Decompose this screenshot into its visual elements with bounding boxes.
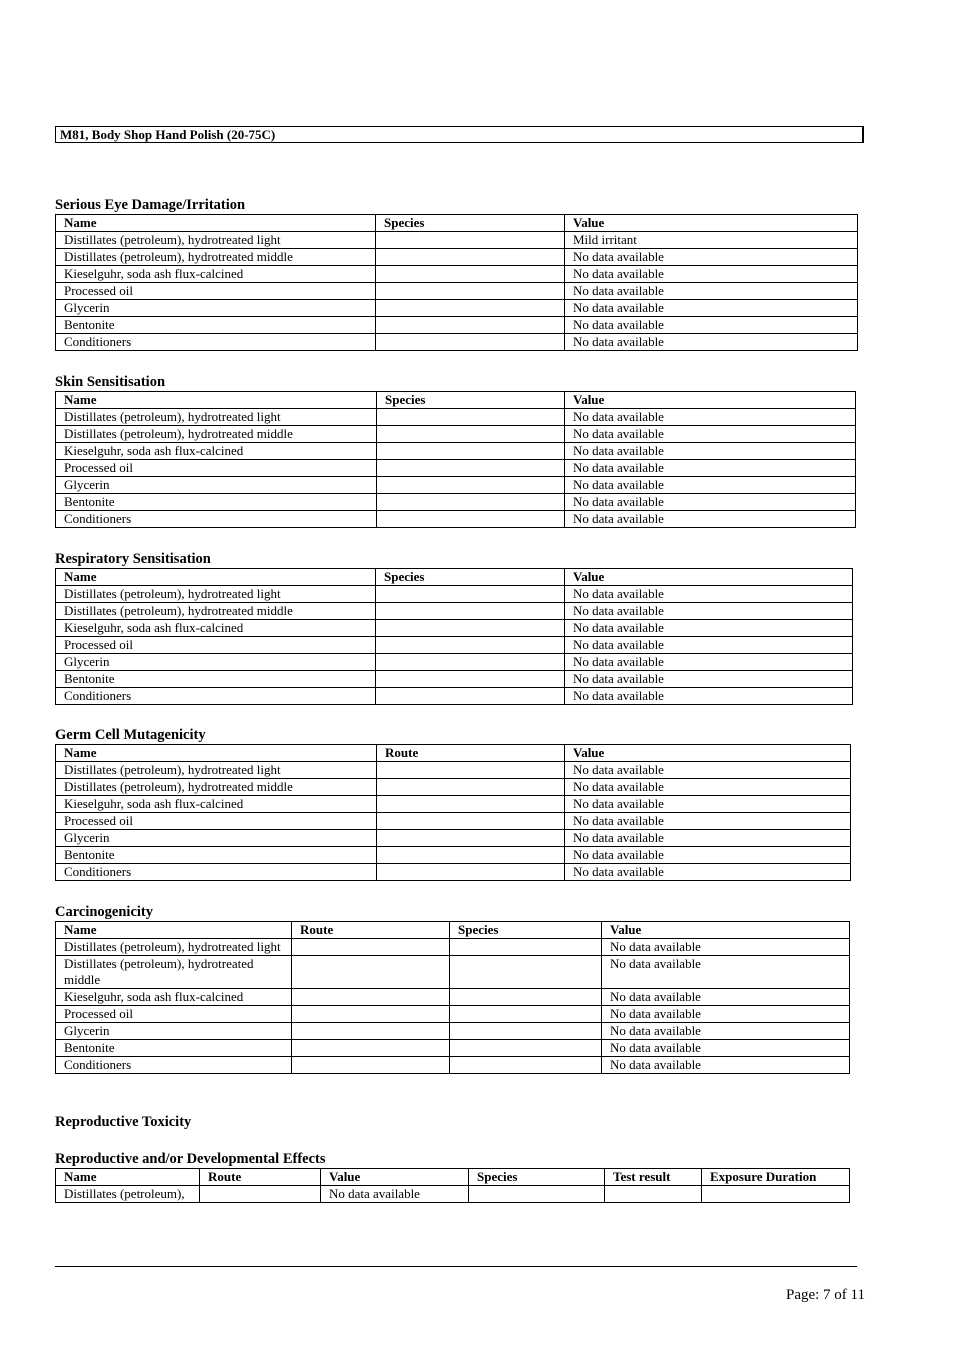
- table-row: [56, 494, 856, 511]
- column-header: Name: [56, 1169, 200, 1186]
- table-cell: Glycerin: [56, 300, 376, 317]
- column-header: Value: [565, 745, 851, 762]
- table-cell: [376, 688, 565, 705]
- table-cell: [376, 232, 565, 249]
- table-cell: [292, 939, 450, 956]
- table-cell: Kieselguhr, soda ash flux-calcined: [56, 443, 377, 460]
- table-cell: [292, 1006, 450, 1023]
- table-row: [56, 334, 858, 351]
- column-header: Test result: [605, 1169, 702, 1186]
- table-row: [56, 409, 856, 426]
- column-header: Species: [376, 569, 565, 586]
- table-cell: [292, 1057, 450, 1074]
- section-title-developmental-effects: Reproductive and/or Developmental Effects: [55, 1151, 326, 1167]
- section-title-reproductive-toxicity: Reproductive Toxicity: [55, 1114, 192, 1130]
- table-cell: No data available: [565, 460, 856, 477]
- table-cell: No data available: [602, 956, 850, 989]
- column-header: Species: [469, 1169, 605, 1186]
- table-row: [56, 460, 856, 477]
- table-cell: [377, 494, 565, 511]
- section-title-skin-sensitisation: Skin Sensitisation: [55, 374, 166, 390]
- table-cell: No data available: [565, 249, 858, 266]
- table-cell: [292, 1040, 450, 1057]
- table-cell: [376, 637, 565, 654]
- table-row: [56, 477, 856, 494]
- section-title-carcinogenicity: Carcinogenicity: [55, 904, 153, 920]
- table-cell: No data available: [565, 671, 853, 688]
- table-cell: [377, 779, 565, 796]
- table-cell: No data available: [565, 266, 858, 283]
- table-row: [56, 283, 858, 300]
- table-row: [56, 586, 853, 603]
- table-cell: [376, 654, 565, 671]
- column-header: Species: [377, 392, 565, 409]
- table-cell: [377, 511, 565, 528]
- product-header: [55, 126, 864, 143]
- table-row: [56, 688, 853, 705]
- table-cell: Distillates (petroleum), hydrotreated light: [56, 586, 376, 603]
- table-cell: Conditioners: [56, 1057, 292, 1074]
- column-header: Name: [56, 569, 376, 586]
- table-cell: [376, 249, 565, 266]
- table-cell: [450, 939, 602, 956]
- table-cell: No data available: [565, 637, 853, 654]
- table-cell: [377, 460, 565, 477]
- table-cell: [376, 620, 565, 637]
- table-cell: No data available: [565, 283, 858, 300]
- table-row: [56, 1186, 850, 1203]
- table-cell: No data available: [565, 494, 856, 511]
- table-cell: No data available: [565, 830, 851, 847]
- table-cell: No data available: [565, 586, 853, 603]
- column-header: Name: [56, 922, 292, 939]
- table-cell: Kieselguhr, soda ash flux-calcined: [56, 796, 377, 813]
- table-cell: No data available: [565, 511, 856, 528]
- table-row: [56, 779, 851, 796]
- section-title-germ-cell-mutagenicity: Germ Cell Mutagenicity: [55, 727, 206, 743]
- table-cell: Glycerin: [56, 477, 377, 494]
- table-cell: [450, 956, 602, 989]
- table-cell: No data available: [565, 779, 851, 796]
- column-header: Name: [56, 215, 376, 232]
- table-cell: [605, 1186, 702, 1203]
- table-cell: [469, 1186, 605, 1203]
- table-row: [56, 620, 853, 637]
- carcinogenicity-table: [55, 921, 850, 1074]
- table-cell: No data available: [565, 796, 851, 813]
- table-row: [56, 939, 850, 956]
- table-cell: [376, 671, 565, 688]
- table-cell: [450, 1057, 602, 1074]
- table-cell: Conditioners: [56, 511, 377, 528]
- column-header: Route: [200, 1169, 321, 1186]
- table-cell: [377, 443, 565, 460]
- table-cell: No data available: [565, 813, 851, 830]
- column-header: Value: [565, 392, 856, 409]
- column-header: Value: [565, 215, 858, 232]
- table-cell: Bentonite: [56, 1040, 292, 1057]
- table-cell: [377, 813, 565, 830]
- column-header: Exposure Duration: [702, 1169, 850, 1186]
- column-header: Route: [377, 745, 565, 762]
- table-cell: Conditioners: [56, 864, 377, 881]
- table-cell: Processed oil: [56, 1006, 292, 1023]
- table-cell: [376, 603, 565, 620]
- table-row: [56, 1023, 850, 1040]
- table-cell: Bentonite: [56, 671, 376, 688]
- table-row: [56, 300, 858, 317]
- table-cell: Processed oil: [56, 813, 377, 830]
- table-cell: Processed oil: [56, 637, 376, 654]
- column-header: Species: [376, 215, 565, 232]
- table-cell: No data available: [602, 939, 850, 956]
- table-cell: Glycerin: [56, 830, 377, 847]
- table-cell: Distillates (petroleum),: [56, 1186, 200, 1203]
- table-cell: No data available: [602, 1006, 850, 1023]
- table-row: [56, 266, 858, 283]
- table-row: [56, 654, 853, 671]
- table-cell: No data available: [321, 1186, 469, 1203]
- table-row: [56, 864, 851, 881]
- table-cell: [377, 847, 565, 864]
- table-cell: Distillates (petroleum), hydrotreated light: [56, 939, 292, 956]
- table-cell: No data available: [602, 1040, 850, 1057]
- table-cell: Mild irritant: [565, 232, 858, 249]
- table-cell: Glycerin: [56, 654, 376, 671]
- table-cell: [200, 1186, 321, 1203]
- table-cell: [450, 1023, 602, 1040]
- table-cell: No data available: [565, 654, 853, 671]
- table-cell: No data available: [565, 688, 853, 705]
- section-title-eye-irritation: Serious Eye Damage/Irritation: [55, 197, 246, 213]
- table-row: [56, 249, 858, 266]
- table-cell: Conditioners: [56, 334, 376, 351]
- table-cell: [702, 1186, 850, 1203]
- table-cell: [450, 989, 602, 1006]
- table-cell: [376, 586, 565, 603]
- table-row: [56, 511, 856, 528]
- table-cell: No data available: [565, 300, 858, 317]
- table-cell: Kieselguhr, soda ash flux-calcined: [56, 266, 376, 283]
- table-cell: [292, 1023, 450, 1040]
- table-cell: Glycerin: [56, 1023, 292, 1040]
- table-cell: No data available: [602, 989, 850, 1006]
- table-cell: Distillates (petroleum), hydrotreated middle: [56, 426, 377, 443]
- table-cell: No data available: [565, 334, 858, 351]
- table-cell: [377, 864, 565, 881]
- table-cell: [450, 1040, 602, 1057]
- table-cell: No data available: [565, 317, 858, 334]
- table-cell: No data available: [565, 477, 856, 494]
- column-header: Value: [321, 1169, 469, 1186]
- table-cell: [377, 477, 565, 494]
- table-cell: No data available: [565, 620, 853, 637]
- column-header: Species: [450, 922, 602, 939]
- page-number: Page: 7 of 11: [785, 1287, 865, 1303]
- table-cell: [450, 1006, 602, 1023]
- table-row: [56, 443, 856, 460]
- table-cell: No data available: [565, 762, 851, 779]
- table-row: [56, 989, 850, 1006]
- table-cell: No data available: [602, 1057, 850, 1074]
- table-cell: Conditioners: [56, 688, 376, 705]
- table-row: [56, 1040, 850, 1057]
- table-cell: No data available: [565, 426, 856, 443]
- footer-divider: [55, 1266, 857, 1267]
- section-title-respiratory-sensitisation: Respiratory Sensitisation: [55, 551, 211, 567]
- table-cell: [376, 283, 565, 300]
- table-cell: Distillates (petroleum), hydrotreated light: [56, 762, 377, 779]
- table-cell: No data available: [565, 443, 856, 460]
- table-cell: [376, 317, 565, 334]
- table-cell: Processed oil: [56, 283, 376, 300]
- table-cell: [377, 762, 565, 779]
- table-cell: Distillates (petroleum), hydrotreated light: [56, 232, 376, 249]
- table-row: [56, 232, 858, 249]
- table-row: [56, 1006, 850, 1023]
- skin-sensitisation-table: [55, 391, 856, 528]
- column-header: Name: [56, 745, 377, 762]
- germ-cell-mutagenicity-table: [55, 744, 851, 881]
- table-cell: Distillates (petroleum), hydrotreated middle: [56, 779, 377, 796]
- table-cell: Bentonite: [56, 494, 377, 511]
- table-row: [56, 796, 851, 813]
- product-name: M81, Body Shop Hand Polish (20-75C): [60, 127, 276, 142]
- table-cell: Distillates (petroleum), hydrotreated light: [56, 409, 377, 426]
- table-cell: [376, 334, 565, 351]
- table-row: [56, 830, 851, 847]
- table-cell: Distillates (petroleum), hydrotreated middle: [56, 956, 292, 989]
- table-cell: [377, 409, 565, 426]
- table-cell: No data available: [602, 1023, 850, 1040]
- table-cell: [377, 426, 565, 443]
- column-header: Name: [56, 392, 377, 409]
- table-cell: Processed oil: [56, 460, 377, 477]
- table-cell: No data available: [565, 864, 851, 881]
- respiratory-sensitisation-table: [55, 568, 853, 705]
- table-cell: [376, 266, 565, 283]
- table-cell: No data available: [565, 409, 856, 426]
- column-header: Value: [602, 922, 850, 939]
- table-cell: Kieselguhr, soda ash flux-calcined: [56, 989, 292, 1006]
- table-cell: Distillates (petroleum), hydrotreated middle: [56, 249, 376, 266]
- eye-irritation-table: [55, 214, 858, 351]
- table-cell: Distillates (petroleum), hydrotreated middle: [56, 603, 376, 620]
- table-cell: Kieselguhr, soda ash flux-calcined: [56, 620, 376, 637]
- table-row: [56, 637, 853, 654]
- table-cell: [376, 300, 565, 317]
- table-row: [56, 762, 851, 779]
- table-row: [56, 671, 853, 688]
- table-row: [56, 847, 851, 864]
- column-header: Value: [565, 569, 853, 586]
- table-cell: [377, 796, 565, 813]
- table-row: [56, 317, 858, 334]
- table-row: [56, 813, 851, 830]
- table-cell: [377, 830, 565, 847]
- table-cell: No data available: [565, 847, 851, 864]
- table-cell: [292, 956, 450, 989]
- table-cell: Bentonite: [56, 317, 376, 334]
- table-cell: Bentonite: [56, 847, 377, 864]
- table-row: [56, 956, 850, 989]
- table-row: [56, 603, 853, 620]
- column-header: Route: [292, 922, 450, 939]
- developmental-effects-table: [55, 1168, 850, 1203]
- table-cell: [292, 989, 450, 1006]
- table-row: [56, 426, 856, 443]
- table-row: [56, 1057, 850, 1074]
- table-cell: No data available: [565, 603, 853, 620]
